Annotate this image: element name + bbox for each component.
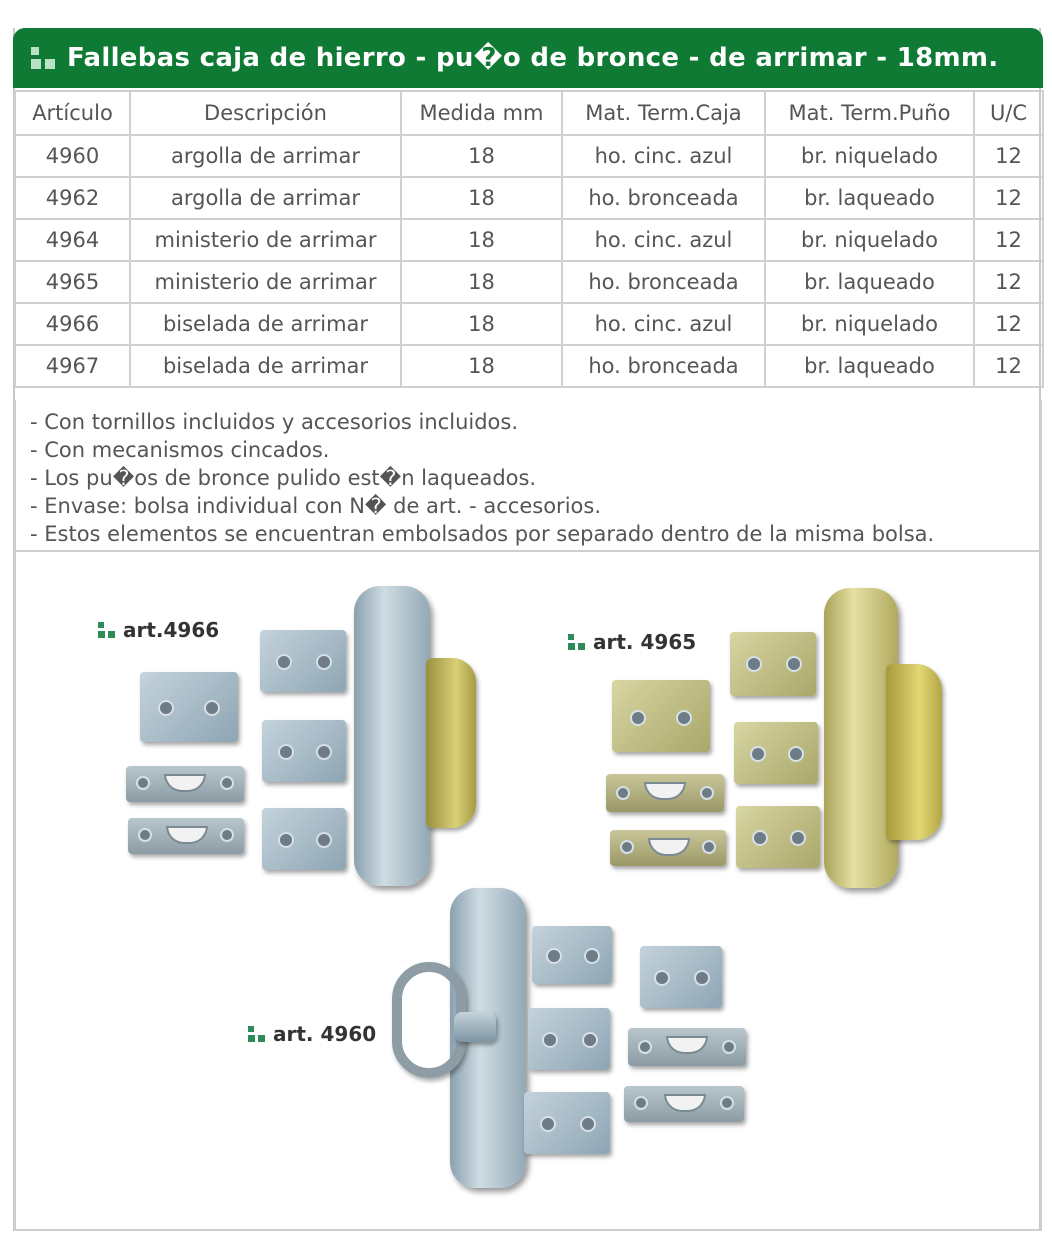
keeper-plate	[140, 672, 238, 742]
label-bullet-icon	[248, 1026, 266, 1042]
cell-medida: 18	[401, 135, 562, 177]
cell-articulo: 4960	[15, 135, 130, 177]
note-line: - Los pu�os de bronce pulido est�n laqueados.	[30, 466, 537, 490]
cell-descripcion: argolla de arrimar	[130, 177, 401, 219]
cell-uc: 12	[974, 177, 1043, 219]
cell-descripcion: argolla de arrimar	[130, 135, 401, 177]
label-art-4960	[248, 1022, 376, 1046]
cell-medida: 18	[401, 261, 562, 303]
cell-uc: 12	[974, 261, 1043, 303]
cell-mat-puno: br. niquelado	[765, 135, 974, 177]
table-header-row	[15, 91, 1043, 135]
cell-articulo: 4965	[15, 261, 130, 303]
label-text: art.4966	[123, 618, 220, 642]
cell-mat-puno: br. niquelado	[765, 303, 974, 345]
cell-descripcion: ministerio de arrimar	[130, 261, 401, 303]
cell-mat-caja: ho. bronceada	[562, 177, 765, 219]
col-mat-caja: Mat. Term.Caja	[562, 91, 765, 135]
cell-descripcion: biselada de arrimar	[130, 303, 401, 345]
label-bullet-icon	[568, 634, 586, 650]
strike-plate	[628, 1028, 746, 1066]
col-medida: Medida mm	[401, 91, 562, 135]
bevel-handle	[886, 664, 942, 840]
cell-uc: 12	[974, 219, 1043, 261]
strike-plate	[624, 1086, 744, 1122]
cell-uc: 12	[974, 345, 1043, 387]
cell-mat-caja: ho. cinc. azul	[562, 303, 765, 345]
keeper-plate	[262, 720, 346, 782]
note-line: - Estos elementos se encuentran embolsados por separado dentro de la misma bolsa.	[30, 522, 935, 546]
col-mat-puno: Mat. Term.Puño	[765, 91, 974, 135]
label-art-4965	[568, 630, 696, 654]
cell-uc: 12	[974, 303, 1043, 345]
ring-pivot	[454, 1012, 496, 1042]
cell-mat-caja: ho. bronceada	[562, 261, 765, 303]
col-descripcion: Descripción	[130, 91, 401, 135]
product-images	[14, 552, 1042, 1231]
col-uc: U/C	[974, 91, 1043, 135]
col-articulo: Artículo	[15, 91, 130, 135]
keeper-plate	[532, 926, 612, 984]
keeper-plate	[612, 680, 710, 752]
keeper-plate	[734, 722, 818, 784]
strike-plate	[610, 830, 726, 866]
cell-mat-puno: br. laqueado	[765, 177, 974, 219]
header-bar	[13, 28, 1043, 88]
cell-medida: 18	[401, 177, 562, 219]
cell-mat-caja: ho. cinc. azul	[562, 135, 765, 177]
cell-articulo: 4967	[15, 345, 130, 387]
cell-mat-puno: br. laqueado	[765, 345, 974, 387]
cell-articulo: 4962	[15, 177, 130, 219]
strike-plate	[128, 818, 244, 854]
label-text: art. 4965	[593, 630, 697, 654]
table-row	[15, 219, 1043, 261]
label-art-4966	[98, 618, 219, 642]
product-table	[14, 90, 1044, 388]
keeper-plate	[262, 808, 346, 870]
table-row	[15, 303, 1043, 345]
table-row	[15, 261, 1043, 303]
cell-mat-caja: ho. bronceada	[562, 345, 765, 387]
keeper-plate	[528, 1008, 610, 1070]
cell-medida: 18	[401, 303, 562, 345]
label-text: art. 4960	[273, 1022, 377, 1046]
bevel-handle	[426, 658, 476, 828]
cell-uc: 12	[974, 135, 1043, 177]
table-row	[15, 135, 1043, 177]
cell-mat-caja: ho. cinc. azul	[562, 219, 765, 261]
notes-box	[14, 400, 1042, 552]
cell-descripcion: biselada de arrimar	[130, 345, 401, 387]
note-line: - Envase: bolsa individual con N� de art. - accesorios.	[30, 494, 601, 518]
cell-medida: 18	[401, 219, 562, 261]
strike-plate	[126, 766, 244, 802]
cell-articulo: 4964	[15, 219, 130, 261]
cell-mat-puno: br. niquelado	[765, 219, 974, 261]
cell-mat-puno: br. laqueado	[765, 261, 974, 303]
note-line: - Con tornillos incluidos y accesorios incluidos.	[30, 410, 519, 434]
keeper-plate	[260, 630, 346, 692]
keeper-plate	[736, 806, 820, 868]
page-title: Fallebas caja de hierro - pu�o de bronce - de arrimar - 18mm.	[67, 43, 999, 73]
keeper-plate	[730, 632, 816, 696]
keeper-plate	[640, 946, 722, 1008]
espagnolette-body	[354, 586, 430, 886]
cell-descripcion: ministerio de arrimar	[130, 219, 401, 261]
table-row	[15, 345, 1043, 387]
strike-plate	[606, 774, 724, 812]
label-bullet-icon	[98, 622, 116, 638]
table-row	[15, 177, 1043, 219]
header-bullet-icon	[31, 47, 57, 69]
cell-medida: 18	[401, 345, 562, 387]
note-line: - Con mecanismos cincados.	[30, 438, 330, 462]
keeper-plate	[524, 1092, 610, 1154]
cell-articulo: 4966	[15, 303, 130, 345]
